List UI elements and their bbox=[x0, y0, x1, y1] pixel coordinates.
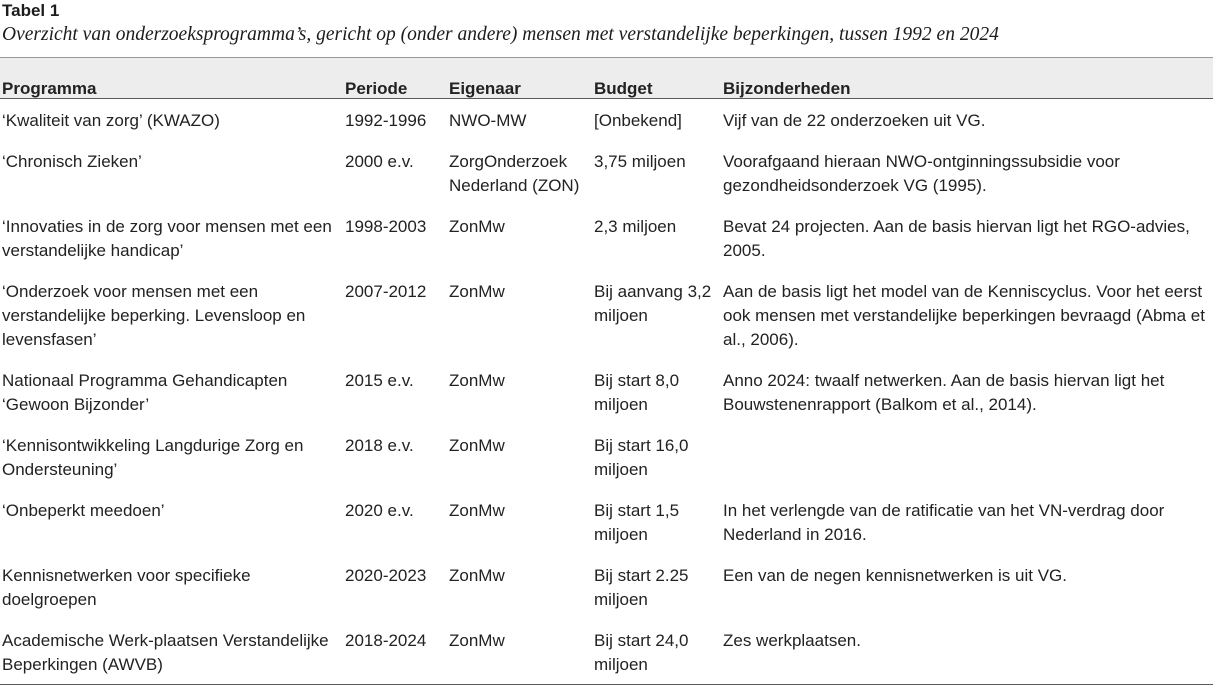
cell-budget: 2,3 miljoen bbox=[594, 217, 677, 236]
cell-budget: Bij start 2.25 miljoen bbox=[594, 566, 689, 609]
cell-budget: Bij start 8,0 miljoen bbox=[594, 371, 680, 414]
cell-eigenaar: ZorgOnderzoek Nederland (ZON) bbox=[449, 152, 580, 195]
header-periode: Periode bbox=[345, 79, 408, 98]
cell-budget: Bij start 24,0 miljoen bbox=[594, 631, 689, 674]
cell-eigenaar: ZonMw bbox=[449, 631, 505, 650]
cell-eigenaar: ZonMw bbox=[449, 217, 505, 236]
cell-periode: 2000 e.v. bbox=[345, 152, 414, 171]
cell-programma: ‘Innovaties in de zorg voor mensen met een verstandelijke handicap’ bbox=[2, 217, 332, 260]
table-row bbox=[0, 554, 1213, 619]
cell-programma: ‘Kennisontwikkeling Langdurige Zorg en Ondersteuning’ bbox=[2, 436, 304, 479]
cell-bijzonderheden: Een van de negen kennisnetwerken is uit VG. bbox=[723, 566, 1067, 585]
table-row bbox=[0, 140, 1213, 205]
cell-budget: Bij start 1,5 miljoen bbox=[594, 501, 680, 544]
cell-periode: 2020 e.v. bbox=[345, 501, 414, 520]
table-title: Overzicht van onderzoeksprogramma’s, gericht op (onder andere) mensen met verstandelijke beperkingen, tussen 1992 en 2024 bbox=[2, 24, 999, 45]
cell-periode: 1992-1996 bbox=[345, 111, 427, 130]
cell-programma: Kennisnetwerken voor specifieke doelgroepen bbox=[2, 566, 251, 609]
cell-programma: ‘Onbeperkt meedoen’ bbox=[2, 501, 165, 520]
table-row bbox=[0, 205, 1213, 270]
cell-periode: 2007-2012 bbox=[345, 282, 427, 301]
header-eigenaar: Eigenaar bbox=[449, 79, 521, 98]
cell-programma: ‘Onderzoek voor mensen met een verstandelijke beperking. Levensloop en levensfasen’ bbox=[2, 282, 306, 349]
programs-table bbox=[0, 57, 1213, 685]
cell-programma: ‘Kwaliteit van zorg’ (KWAZO) bbox=[2, 111, 220, 130]
table-row bbox=[0, 619, 1213, 685]
table-label: Tabel 1 bbox=[2, 1, 60, 20]
cell-bijzonderheden: Anno 2024: twaalf netwerken. Aan de basis hiervan ligt het Bouwstenenrapport (Balkom et al., 2014). bbox=[723, 371, 1165, 414]
cell-eigenaar: ZonMw bbox=[449, 566, 505, 585]
cell-periode: 2018-2024 bbox=[345, 631, 427, 650]
header-bijzonderheden: Bijzonderheden bbox=[723, 79, 851, 98]
cell-bijzonderheden: Bevat 24 projecten. Aan de basis hiervan ligt het RGO-advies, 2005. bbox=[723, 217, 1190, 260]
cell-eigenaar: ZonMw bbox=[449, 371, 505, 390]
table-row bbox=[0, 270, 1213, 359]
table-header bbox=[0, 58, 1213, 99]
cell-programma: ‘Chronisch Zieken’ bbox=[2, 152, 142, 171]
cell-bijzonderheden: Zes werkplaatsen. bbox=[723, 631, 861, 650]
header-budget: Budget bbox=[594, 79, 653, 98]
cell-budget: 3,75 miljoen bbox=[594, 152, 686, 171]
cell-programma: Nationaal Programma Gehandicapten ‘Gewoon Bijzonder’ bbox=[2, 371, 288, 414]
cell-periode: 2018 e.v. bbox=[345, 436, 414, 455]
header-programma: Programma bbox=[2, 79, 97, 98]
table-row bbox=[0, 424, 1213, 489]
cell-programma: Academische Werk-plaatsen Verstandelijke Beperkingen (AWVB) bbox=[2, 631, 329, 674]
cell-periode: 2015 e.v. bbox=[345, 371, 414, 390]
cell-bijzonderheden: Voorafgaand hieraan NWO-ontginningssubsidie voor gezondheidsonderzoek VG (1995). bbox=[723, 152, 1120, 195]
cell-periode: 2020-2023 bbox=[345, 566, 427, 585]
table-row bbox=[0, 99, 1213, 140]
cell-budget: Bij start 16,0 miljoen bbox=[594, 436, 689, 479]
cell-bijzonderheden bbox=[723, 424, 1213, 489]
table-row bbox=[0, 489, 1213, 554]
cell-periode: 1998-2003 bbox=[345, 217, 427, 236]
cell-bijzonderheden: Aan de basis ligt het model van de Kenniscyclus. Voor het eerst ook mensen met verstandelijke beperkingen bevraagd (Abma et al., 2006). bbox=[723, 282, 1205, 349]
cell-eigenaar: NWO-MW bbox=[449, 111, 527, 130]
cell-budget: Bij aanvang 3,2 miljoen bbox=[594, 282, 712, 325]
cell-eigenaar: ZonMw bbox=[449, 282, 505, 301]
table-caption bbox=[2, 0, 1211, 48]
cell-bijzonderheden: Vijf van de 22 onderzoeken uit VG. bbox=[723, 111, 986, 130]
cell-eigenaar: ZonMw bbox=[449, 501, 505, 520]
cell-eigenaar: ZonMw bbox=[449, 436, 505, 455]
cell-bijzonderheden: In het verlengde van de ratificatie van het VN-verdrag door Nederland in 2016. bbox=[723, 501, 1165, 544]
cell-budget: [Onbekend] bbox=[594, 111, 682, 130]
table-row bbox=[0, 359, 1213, 424]
